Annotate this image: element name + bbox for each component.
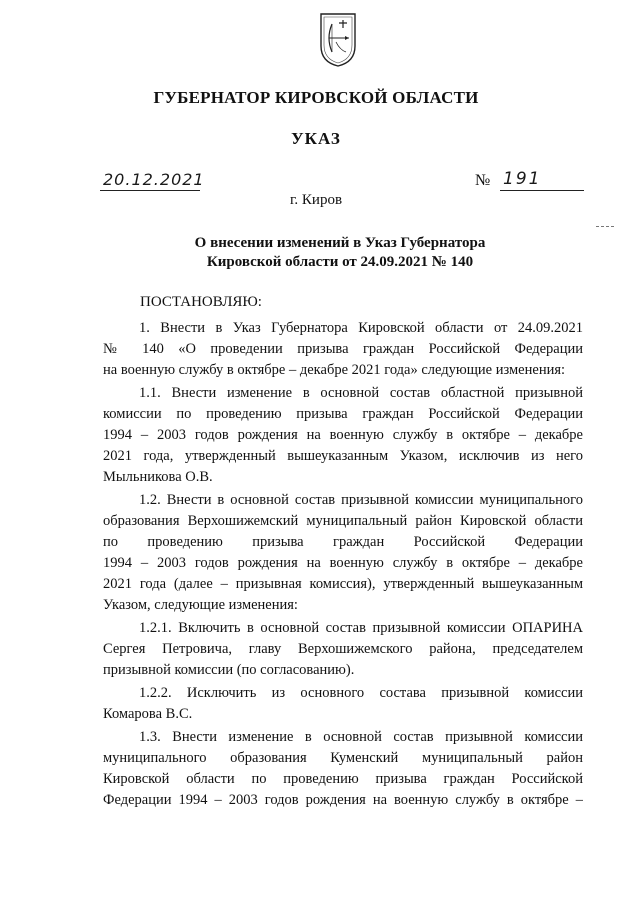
body-line: Федерации 1994 – 2003 годов рождения на военную службу в октябре – — [103, 792, 583, 808]
number-sign: № — [475, 172, 491, 189]
body-line: Мыльникова О.В. — [103, 469, 213, 485]
body-line: 1994 – 2003 годов рождения на военную службу в октябре – декабре — [103, 555, 583, 571]
coat-of-arms-emblem — [318, 12, 358, 68]
document-date: 20.12.2021 — [103, 170, 205, 189]
body-line: Комарова В.С. — [103, 706, 193, 722]
body-line: Кировской области по проведению призыва граждан Российской — [103, 771, 583, 787]
margin-mark — [596, 226, 614, 228]
body-line: 1.1. Внести изменение в основной состав областной призывной — [139, 385, 583, 401]
body-line: муниципального образования Куменский муниципальный район — [103, 750, 583, 766]
issue-city: г. Киров — [289, 192, 343, 208]
number-underline — [500, 190, 584, 191]
body-line: 1. Внести в Указ Губернатора Кировской области от 24.09.2021 — [139, 320, 583, 336]
document-number: 191 — [503, 169, 542, 189]
body-line: 2021 года, утвержденный вышеуказанным Указом, исключив из него — [103, 448, 583, 464]
body-line: 2021 года (далее – призывная комиссия), утвержденный вышеуказанным — [103, 576, 583, 592]
decree-word: ПОСТАНОВЛЯЮ: — [140, 294, 262, 310]
document-type-title: УКАЗ — [291, 129, 341, 148]
body-line: 1.2. Внести в основной состав призывной комиссии муниципального — [139, 492, 583, 508]
body-line: по проведению призыва граждан Российской Федерации — [103, 534, 583, 550]
body-line: Сергея Петровича, главу Верхошижемского района, председателем — [103, 641, 583, 657]
body-line: комиссии по проведению призыва граждан Российской Федерации — [103, 406, 583, 422]
body-line: призывной комиссии (по согласованию). — [103, 662, 355, 678]
body-line: 1994 – 2003 годов рождения на военную службу в октябре – декабре — [103, 427, 583, 443]
document-subject — [150, 234, 530, 272]
issuer-title: ГУБЕРНАТОР КИРОВСКОЙ ОБЛАСТИ — [153, 88, 479, 107]
body-line: на военную службу в октябре – декабре 2021 года» следующие изменения: — [103, 362, 566, 378]
body-line: 1.2.2. Исключить из основного состава призывной комиссии — [139, 685, 583, 701]
body-line: образования Верхошижемский муниципальный район Кировской области — [103, 513, 583, 529]
body-line: 1.3. Внести изменение в основной состав призывной комиссии — [139, 729, 583, 745]
subject-line: О внесении изменений в Указ Губернатора — [194, 235, 486, 251]
document-body — [103, 318, 583, 811]
subject-line: Кировской области от 24.09.2021 № 140 — [206, 254, 474, 270]
date-underline — [100, 190, 200, 191]
body-line: № 140 «О проведении призыва граждан Российской Федерации — [103, 341, 583, 357]
body-line: Указом, следующие изменения: — [103, 597, 298, 613]
body-line: 1.2.1. Включить в основной состав призывной комиссии ОПАРИНА — [139, 620, 583, 636]
